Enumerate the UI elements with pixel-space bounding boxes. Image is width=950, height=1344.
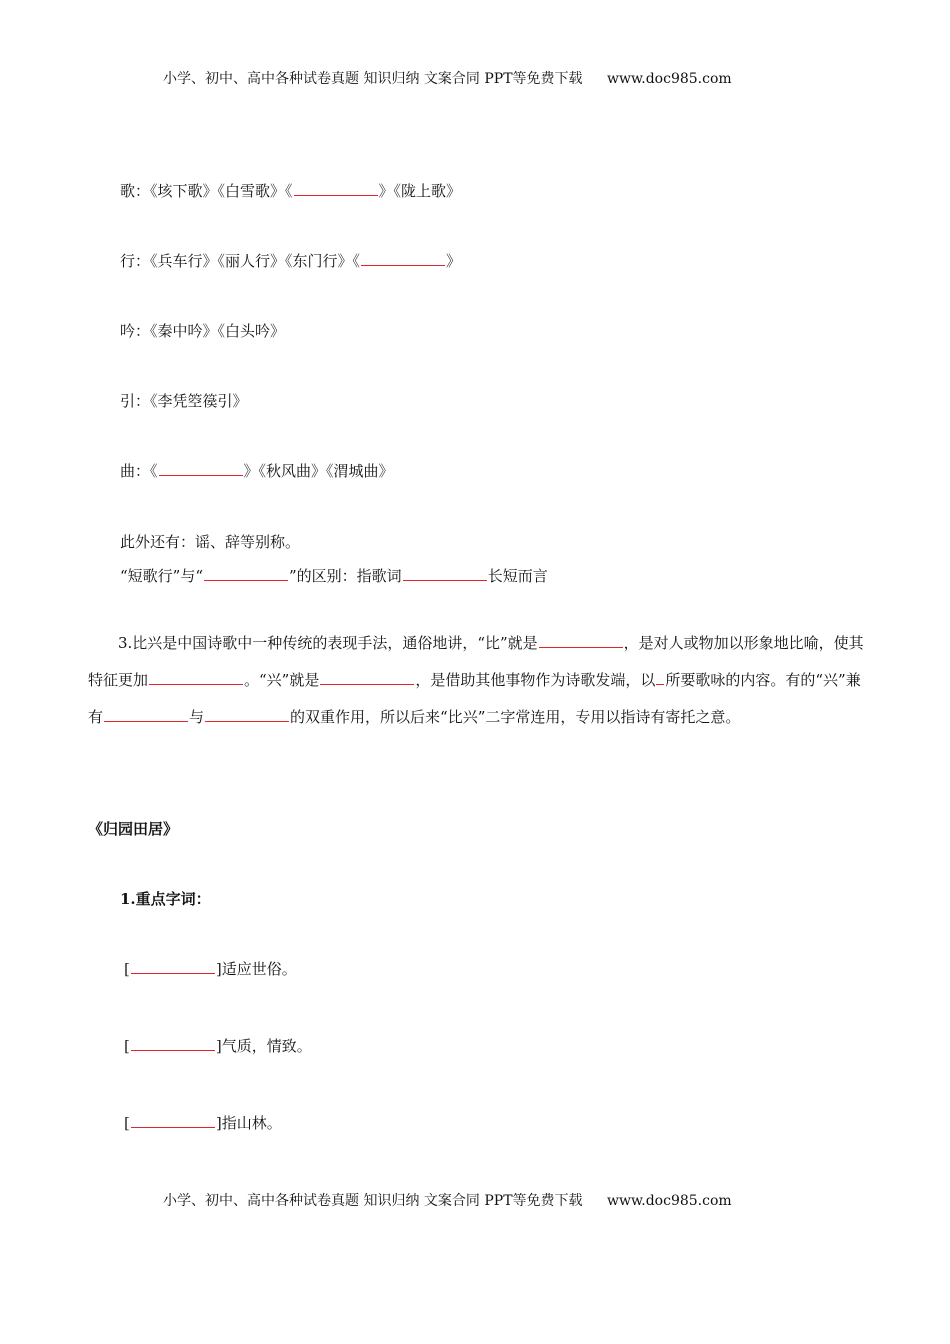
open-bracket: [ bbox=[124, 1114, 130, 1132]
line-diff-part2: ”的区别：指歌词 bbox=[289, 567, 402, 585]
vocab-item-text: 指山林。 bbox=[221, 1114, 282, 1132]
bixing-p3: 。“兴”就是 bbox=[244, 671, 320, 689]
vocab-item bbox=[124, 958, 297, 980]
line-qu-prefix: 曲：《 bbox=[120, 462, 158, 480]
blank-field[interactable] bbox=[656, 670, 664, 685]
blank-field[interactable] bbox=[131, 1036, 215, 1051]
blank-field[interactable] bbox=[131, 1113, 215, 1128]
bixing-p7: 的双重作用，所以后来“比兴”二字常连用，专用以指诗有寄托之意。 bbox=[290, 708, 741, 726]
close-bracket: ] bbox=[215, 960, 222, 978]
blank-field[interactable] bbox=[131, 959, 215, 974]
page-header bbox=[163, 68, 732, 90]
footer-site-link[interactable]: www.doc985.com bbox=[606, 1193, 732, 1209]
blank-field[interactable] bbox=[159, 461, 243, 476]
bixing-paragraph bbox=[88, 625, 864, 736]
bixing-p6: 与 bbox=[189, 708, 205, 726]
line-diff bbox=[120, 565, 548, 587]
vocab-item-text: 气质，情致。 bbox=[221, 1037, 312, 1055]
line-other: 此外还有：谣、辞等别称。 bbox=[120, 533, 301, 551]
header-site-link[interactable]: www.doc985.com bbox=[606, 71, 732, 87]
line-xing-prefix: 行：《兵车行》《丽人行》《东门行》《 bbox=[120, 252, 361, 270]
blank-field[interactable] bbox=[539, 633, 623, 648]
line-xing bbox=[120, 250, 461, 272]
blank-field[interactable] bbox=[205, 707, 289, 722]
line-ge-suffix: 》《陇上歌》 bbox=[378, 182, 462, 200]
vocab-item bbox=[124, 1112, 282, 1134]
footer-promo: 小学、初中、高中各种试卷真题 知识归纳 文案合同 PPT等免费下载 bbox=[163, 1193, 583, 1209]
blank-field[interactable] bbox=[320, 670, 414, 685]
page-footer bbox=[163, 1190, 732, 1212]
close-bracket: ] bbox=[215, 1037, 222, 1055]
line-ge bbox=[120, 180, 461, 202]
bixing-p1: 3.比兴是中国诗歌中一种传统的表现手法，通俗地讲，“比”就是 bbox=[118, 634, 538, 652]
blank-field[interactable] bbox=[204, 566, 288, 581]
section-title: 《归园田居》 bbox=[88, 820, 179, 838]
blank-field[interactable] bbox=[361, 251, 445, 266]
bixing-p4: ，是借助其他事物作为诗歌发端，以 bbox=[415, 671, 656, 689]
open-bracket: [ bbox=[124, 1037, 130, 1055]
line-diff-part1: “短歌行”与“ bbox=[120, 567, 204, 585]
line-qu bbox=[120, 460, 394, 482]
header-promo: 小学、初中、高中各种试卷真题 知识归纳 文案合同 PPT等免费下载 bbox=[163, 71, 583, 87]
line-diff-part3: 长短而言 bbox=[487, 567, 548, 585]
line-yinz: 引：《李凭箜篌引》 bbox=[120, 392, 248, 410]
blank-field[interactable] bbox=[294, 181, 378, 196]
line-xing-suffix: 》 bbox=[446, 252, 462, 270]
close-bracket: ] bbox=[215, 1114, 222, 1132]
vocab-item-text: 适应世俗。 bbox=[221, 960, 297, 978]
line-yin: 吟：《秦中吟》《白头吟》 bbox=[120, 322, 286, 340]
bixing-p2: ，是对人或物加以形象地比喻，使其特征更加 bbox=[88, 634, 864, 689]
vocab-item bbox=[124, 1035, 312, 1057]
blank-field[interactable] bbox=[104, 707, 188, 722]
blank-field[interactable] bbox=[149, 670, 243, 685]
line-qu-suffix: 》《秋风曲》《渭城曲》 bbox=[243, 462, 394, 480]
line-ge-prefix: 歌：《垓下歌》《白雪歌》《 bbox=[120, 182, 293, 200]
open-bracket: [ bbox=[124, 960, 130, 978]
blank-field[interactable] bbox=[403, 566, 487, 581]
bixing-p5: 所要歌咏的内容。有的“兴”兼有 bbox=[88, 671, 861, 726]
section-subtitle: 1.重点字词： bbox=[120, 890, 211, 908]
